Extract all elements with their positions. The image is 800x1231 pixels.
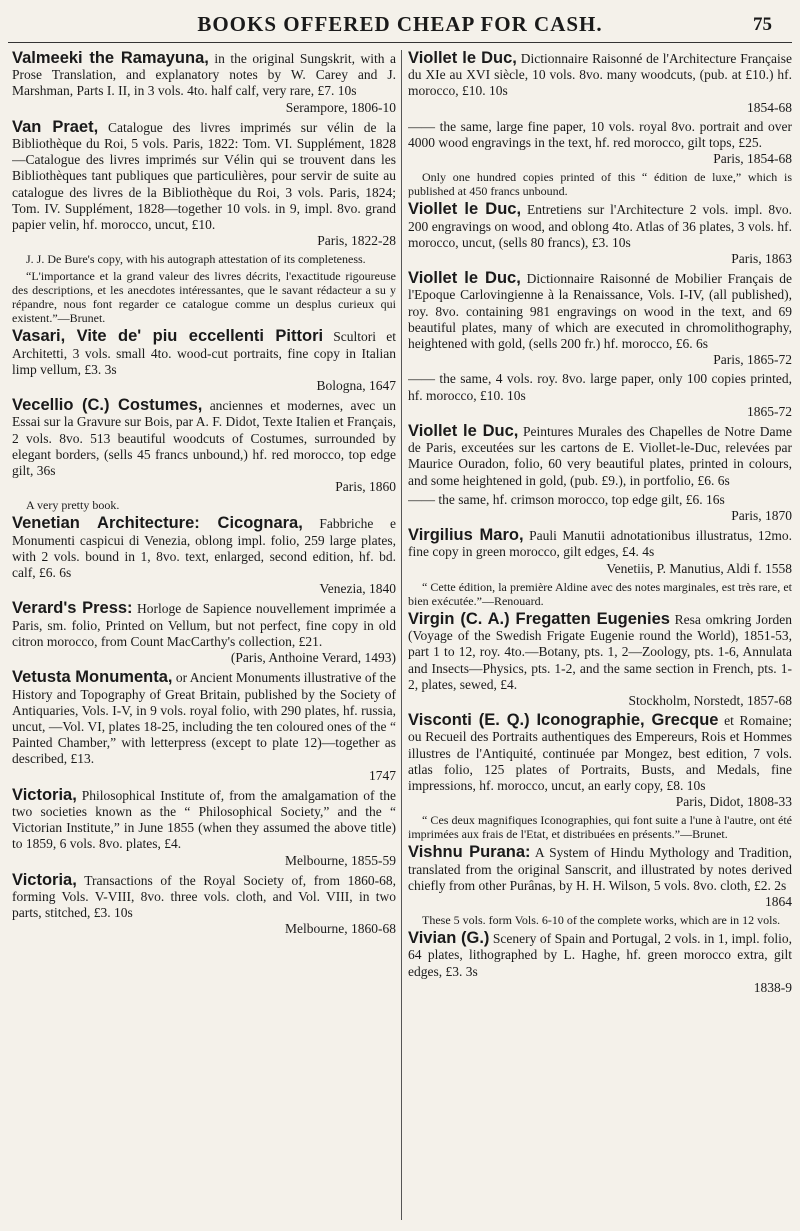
entry-description: Catalogue des livres imprimés sur vélin de la Bibliothèque du Roi, 5 vols. Paris, 1822: Tom. VI. Supplément, 1828—Catalogue des livres imprimés sur Vélin qui se trouvent dans les Bibliothèques tant publiques que particulières, pour servir de suite au catalogue des livres de la Bibliothèque du Roi, 3 vols. Paris, 1824; Tom. IV. Supplément, 1828—together 10 vols. in 9, impl. 8vo. grand papier velin, hf. morocco, uncut, £10. bbox=[12, 119, 396, 233]
entry-description: Peintures Murales des Chapelles de Notre Dame de Paris, exceutées sur les cartons de E. Viollet-le-Duc, relevées par Maurice Ouradon, folio, 60 very beautiful plates, printed in colours, and some heightened in gold, (pub. £9.), in portfolio, £6. 6s bbox=[408, 424, 792, 488]
entry-description: Fabbriche e Monumenti caspicui di Venezia, oblong impl. folio, 259 large plates, with 2 vols. bound in 1, 8vo. text, enlarged, second edition, hf. bd. calf, £6. 6s bbox=[12, 516, 396, 581]
entry-heading: Viollet le Duc, bbox=[408, 422, 519, 441]
entry-note: A very pretty book. bbox=[26, 498, 120, 513]
entry-heading: Vivian (G.) bbox=[408, 929, 490, 948]
entry-imprint: Bologna, 1647 bbox=[316, 378, 396, 394]
entry-imprint: Paris, 1854-68 bbox=[713, 151, 792, 167]
entry-imprint: 1838-9 bbox=[753, 979, 792, 995]
entry-heading: Vecellio (C.) Costumes, bbox=[12, 396, 203, 415]
catalogue-entry bbox=[408, 492, 792, 524]
entry-note: These 5 vols. form Vols. 6-10 of the complete works, which are in 12 vols. bbox=[422, 913, 781, 928]
entry-imprint: Paris, 1870 bbox=[731, 508, 792, 524]
entry-imprint: Serampore, 1806-10 bbox=[285, 99, 396, 115]
entry-heading: Vetusta Monumenta, bbox=[12, 668, 173, 687]
catalogue-entry bbox=[408, 611, 792, 709]
entry-heading: Victoria, bbox=[12, 870, 77, 889]
entry-imprint: Melbourne, 1860-68 bbox=[285, 921, 396, 937]
header-rule bbox=[8, 42, 792, 43]
catalogue-entry bbox=[408, 270, 792, 368]
catalogue-entry bbox=[408, 930, 792, 996]
entry-heading: Venetian Architecture: Cicognara, bbox=[12, 514, 303, 533]
entry-heading: Valmeeki the Ramayuna, bbox=[12, 50, 209, 67]
entry-note: “L'importance et la grand valeur des livres décrits, l'exactitude rigoureuse des descriptions, et les anecdotes intéressantes, que le savant rédacteur a su y répandre, nous font regarder ce catalogue comme un desplus curieux qui existent.”—Brunet. bbox=[12, 269, 396, 326]
entry-imprint: Stockholm, Norstedt, 1857-68 bbox=[628, 692, 792, 708]
entry-description: Scultori et Architetti, 3 vols. small 4to. wood-cut portraits, fine copy in Italian limp vellum, £3. 3s bbox=[12, 329, 396, 377]
entry-heading: Virgin (C. A.) Fregatten Eugenies bbox=[408, 609, 670, 628]
catalogue-entry bbox=[408, 527, 792, 577]
catalogue-entry bbox=[408, 50, 792, 116]
catalogue-entry bbox=[12, 787, 396, 869]
entry-imprint: Venetiis, P. Manutius, Aldi f. 1558 bbox=[606, 560, 792, 576]
entry-heading: Viollet le Duc, bbox=[408, 200, 522, 219]
catalogue-entry bbox=[12, 119, 396, 250]
entry-description: Philosophical Institute of, from the amalgamation of the two societies known as the “ Philosophical Society,” and the “ Victorian Institute,” in June 1855 (when they assumed the above title) to 1859, 6 vols. 8vo. plates, £4. bbox=[12, 787, 396, 852]
entry-note: Only one hundred copies printed of this “ édition de luxe,” which is published at 450 francs unbound. bbox=[408, 170, 792, 199]
entry-description: Transactions of the Royal Society of, from 1860-68, forming Vols. V-VIII, 8vo. three vols. cloth, and Vol. VIII, in two parts, stitched, £3. 10s bbox=[12, 872, 396, 921]
entry-imprint: Melbourne, 1855-59 bbox=[285, 852, 396, 868]
entry-heading: Virgilius Maro, bbox=[408, 526, 524, 545]
entry-imprint: 1854-68 bbox=[747, 99, 792, 115]
entry-imprint: Paris, 1822-28 bbox=[317, 233, 396, 249]
catalogue-entry bbox=[12, 515, 396, 597]
entry-note: “ Cette édition, la première Aldine avec des notes marginales, est très rare, et bien exécutée.”—Renouard. bbox=[408, 579, 792, 608]
catalogue-entry bbox=[408, 844, 792, 910]
entry-description: anciennes et modernes, avec un Essai sur la Gravure sur Bois, par A. F. Didot, Texte Italien et Français, 2 vols. 8vo. 513 beautiful woodcuts of Costumes, surrounded by elegant borders, (sells 45 francs unbound,) hf. red morocco, top edge gilt, 36s bbox=[12, 398, 396, 479]
catalogue-entry bbox=[408, 119, 792, 168]
entry-imprint: Paris, 1863 bbox=[731, 251, 792, 267]
catalogue-entry bbox=[408, 371, 792, 420]
entry-note: “ Ces deux magnifiques Iconographies, qui font suite a l'une à l'autre, ont été imprimées aux frais de l'Etat, et distribuées en présents.”—Brunet. bbox=[408, 813, 792, 842]
catalogue-entry bbox=[12, 328, 396, 394]
entry-imprint: 1865-72 bbox=[747, 403, 792, 419]
entry-description: Dictionnaire Raisonné de l'Architecture Française du XIe au XVI siècle, 10 vols. 8vo. many woodcuts, (pub. at £10.) hf. morocco, £10. 10s bbox=[408, 51, 792, 99]
entry-heading: Victoria, bbox=[12, 785, 77, 804]
entry-heading: Verard's Press: bbox=[12, 599, 133, 618]
page-number: 75 bbox=[753, 14, 772, 35]
entry-description: —— the same, large fine paper, 10 vols. royal 8vo. portrait and over 4000 wood engravings in the text, hf. red morocco, gilt tops, £25. bbox=[408, 118, 792, 151]
page-title: BOOKS OFFERED CHEAP FOR CASH. bbox=[197, 12, 603, 36]
entry-note: J. J. De Bure's copy, with his autograph attestation of its completeness. bbox=[26, 252, 366, 267]
entry-heading: Viollet le Duc, bbox=[408, 50, 517, 67]
entry-imprint: Paris, 1865-72 bbox=[713, 352, 792, 368]
entry-description: A System of Hindu Mythology and Tradition, translated from the original Sanscrit, and illustrated by notes derived chiefly from other Purânas, by H. H. Wilson, 5 vols. 8vo. cloth, £2. 2s bbox=[408, 845, 792, 893]
catalogue-entry bbox=[12, 50, 396, 116]
entry-heading: Visconti (E. Q.) Iconographie, Grecque bbox=[408, 711, 719, 730]
entry-description: Resa omkring Jorden (Voyage of the Swedish Frigate Eugenie round the World), 1851-53, part 1 to 12, roy. 4to.—Botany, pts. 1, 2—Zoology, pts. 1-6, Annulata and Insects—Physics, pts. 1-2, and the same section in French, pts. 1-2, plates, sewed, £4. bbox=[408, 611, 792, 692]
entry-imprint: Paris, Didot, 1808-33 bbox=[675, 794, 792, 810]
entry-heading: Vasari, Vite de' piu eccellenti Pittori bbox=[12, 327, 324, 346]
entry-imprint: Paris, 1860 bbox=[335, 479, 396, 495]
entry-heading: Van Praet, bbox=[12, 117, 99, 136]
entry-heading: Viollet le Duc, bbox=[408, 269, 521, 288]
entry-description: Pauli Manutii adnotationibus illustratus, 12mo. fine copy in green morocco, gilt edges, £4. 4s bbox=[408, 528, 792, 560]
column-divider bbox=[401, 50, 402, 1220]
catalogue-entry bbox=[408, 712, 792, 810]
catalogue-entry bbox=[12, 397, 396, 495]
entry-imprint: Venezia, 1840 bbox=[319, 581, 396, 597]
catalogue-entry bbox=[408, 423, 792, 489]
entry-description: in the original Sungskrit, with a Prose Translation, and explanatory notes by W. Carey and J. Marshman, Parts I. II, in 3 vols. 4to. half calf, very rare, £7. 10s bbox=[12, 51, 396, 99]
entry-description: Scenery of Spain and Portugal, 2 vols. in 1, impl. folio, 64 plates, lithographed by L. Haghe, hf. green morocco extra, gilt edges, £3. 3s bbox=[408, 931, 792, 979]
entry-description: et Romaine; ou Recueil des Portraits authentiques des Empereurs, Rois et Hommes illustres de l'Antiquité, continuée par Mongez, best edition, 7 vols. atlas folio, 125 plates of Portraits, Busts, and Medals, fine impressions, hf. morocco, uncut, an early copy, £8. 10s bbox=[408, 713, 792, 793]
page-header bbox=[0, 10, 800, 44]
entry-description: —— the same, hf. crimson morocco, top edge gilt, £6. 16s bbox=[408, 491, 725, 507]
entry-imprint: (Paris, Anthoine Verard, 1493) bbox=[230, 650, 396, 666]
entry-imprint: 1747 bbox=[369, 767, 396, 783]
catalogue-entry bbox=[408, 201, 792, 267]
right-column bbox=[408, 50, 792, 1220]
left-column bbox=[12, 50, 396, 1220]
entry-description: —— the same, 4 vols. roy. 8vo. large paper, only 100 copies printed, hf. morocco, £10. 10s bbox=[408, 371, 792, 403]
entry-description: Dictionnaire Raisonné de Mobilier Français de l'Epoque Carlovingienne à la Renaissance, Vols. I-IV, (all published), roy. 8vo. containing 981 engravings on wood in the text, and 69 beautiful plates, many of which are executed in chromolithography, heightened with gold, (sells 200 fr.) hf. morocco, £6. 6s bbox=[408, 271, 792, 352]
entry-description: Horloge de Sapience nouvellement imprimée a Paris, sm. folio, Printed on Vellum, but not perfect, fine copy in old citron morocco, from Count MacCarthy's collection, £21. bbox=[12, 601, 396, 649]
catalogue-entry bbox=[12, 872, 396, 938]
entry-heading: Vishnu Purana: bbox=[408, 843, 531, 862]
entry-description: Entretiens sur l'Architecture 2 vols. impl. 8vo. 200 engravings on wood, and oblong 4to. Atlas of 36 plates, 3 vols. hf. morocco, uncut, (sells 80 francs), £3. 10s bbox=[408, 202, 792, 250]
catalogue-entry bbox=[12, 600, 396, 666]
entry-description: or Ancient Monuments illustrative of the History and Topography of Great Britain, published by the Society of Antiquaries, Vols. I-V, in 9 vols. royal folio, with 290 plates, hf. russia, uncut, —Vol. VI, plates 18-25, including the ten coloured ones of the “ Painted Chamber,” with letterpress (except to plate 12)—together as described, £13. bbox=[12, 670, 396, 767]
catalogue-entry bbox=[12, 669, 396, 783]
entry-imprint: 1864 bbox=[765, 893, 792, 909]
